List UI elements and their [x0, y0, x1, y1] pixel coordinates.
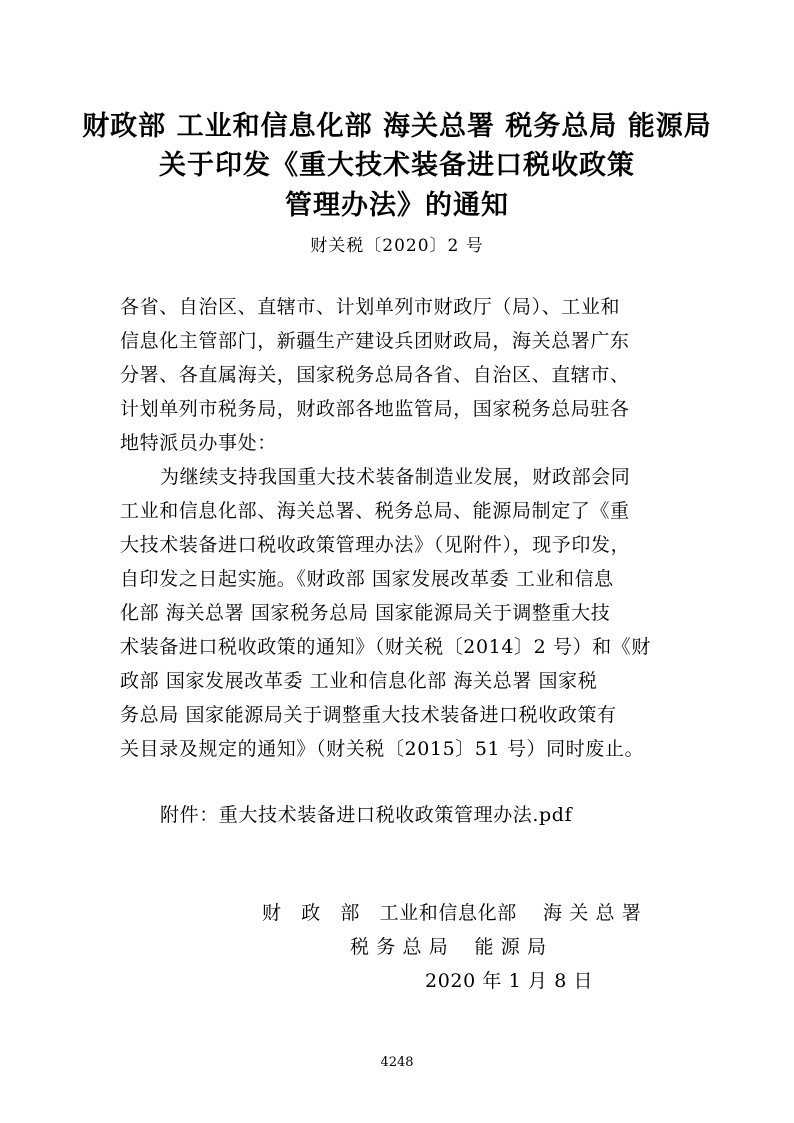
- addressee-line: 计划单列市税务局，财政部各地监管局，国家税务总局驻各: [120, 398, 630, 420]
- title-line-3: 管理办法》的通知: [285, 190, 509, 221]
- signature-line-2: 税 务 总 局 能 源 局: [350, 936, 547, 958]
- body-line: 化部 海关总署 国家税务总局 国家能源局关于调整重大技: [120, 602, 611, 624]
- body-line: 关目录及规定的通知》（财关税〔2015〕51 号）同时废止。: [120, 738, 645, 760]
- addressee-line: 地特派员办事处：: [120, 432, 277, 454]
- document-number: 财关税〔2020〕2 号: [310, 236, 484, 256]
- signature-line-1: 财 政 部 工业和信息化部 海 关 总 署: [262, 902, 642, 924]
- signature-date: 2020 年 1 月 8 日: [425, 970, 594, 992]
- body-line: 为继续支持我国重大技术装备制造业发展，财政部会同: [160, 466, 631, 488]
- addressee-line: 各省、自治区、直辖市、计划单列市财政厅（局）、工业和: [120, 296, 621, 318]
- attachment-link[interactable]: 附件：重大技术装备进口税收政策管理办法.pdf: [160, 804, 573, 826]
- body-line: 术装备进口税收政策的通知》（财关税〔2014〕2 号）和《财: [120, 636, 651, 658]
- body-line: 大技术装备进口税收政策管理办法》（见附件），现予印发，: [120, 534, 631, 556]
- addressee-line: 分署、各直属海关，国家税务总局各省、自治区、直辖市、: [120, 364, 630, 386]
- body-line: 工业和信息化部、海关总署、税务总局、能源局制定了《重: [120, 500, 630, 522]
- body-line: 务总局 国家能源局关于调整重大技术装备进口税收政策有: [120, 704, 617, 726]
- title-line-2: 关于印发《重大技术装备进口税收政策: [159, 150, 635, 181]
- body-line: 自印发之日起实施。《财政部 国家发展改革委 工业和信息: [120, 568, 614, 590]
- title-line-1: 财政部 工业和信息化部 海关总署 税务总局 能源局: [82, 111, 712, 142]
- body-line: 政部 国家发展改革委 工业和信息化部 海关总署 国家税: [120, 670, 598, 692]
- page-number: 4248: [380, 1055, 414, 1070]
- addressee-line: 信息化主管部门，新疆生产建设兵团财政局，海关总署广东: [120, 330, 630, 352]
